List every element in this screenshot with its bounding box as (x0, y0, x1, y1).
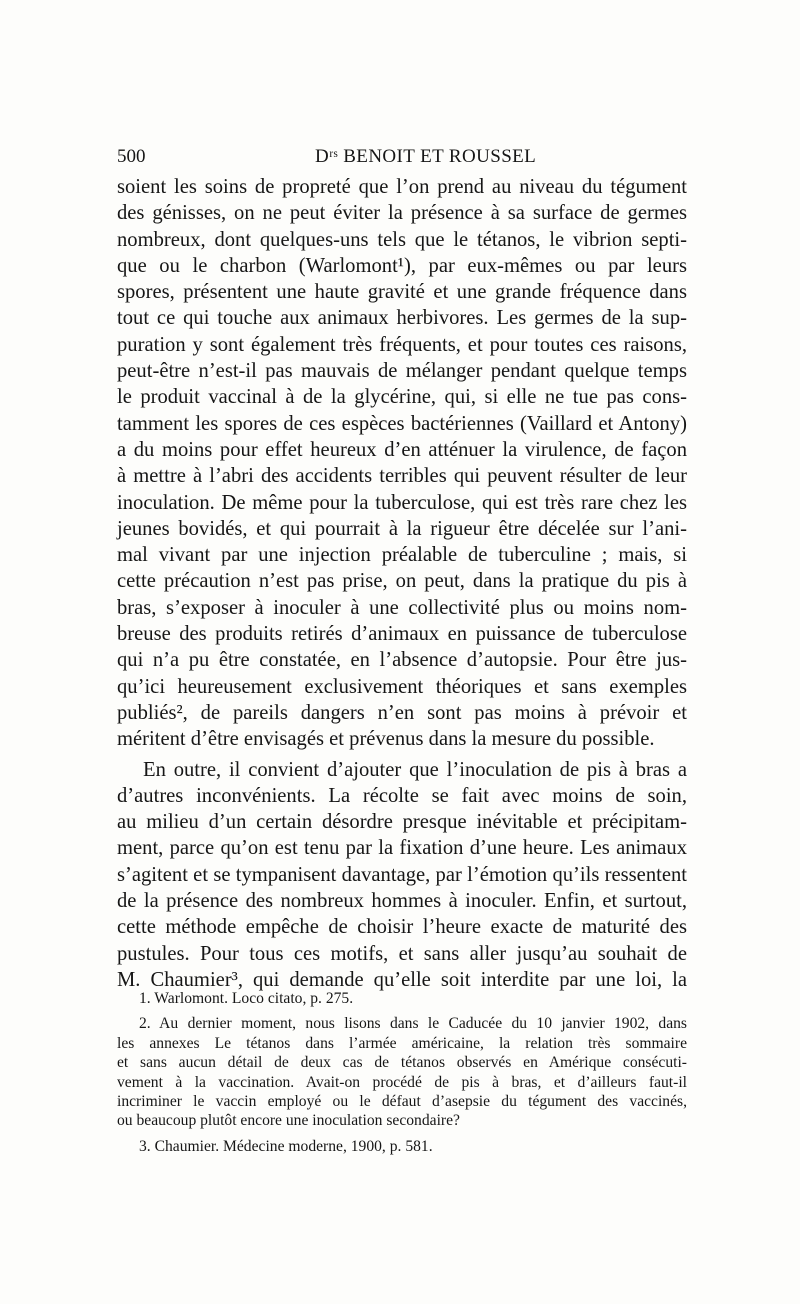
footnote-2 (117, 1014, 687, 1130)
text-line: En outre, il convient d’ajouter que l’inoculation de pis à bras a (143, 758, 687, 781)
footnote-1: 1. Warlomont. Loco citato, p. 275. (139, 990, 354, 1007)
text-line: cette méthode empêche de choisir l’heure exacte de maturité des (117, 916, 687, 939)
paragraph-2 (117, 757, 687, 994)
text-line: de la présence des nombreux hommes à inoculer. Enfin, et surtout, (117, 890, 687, 913)
text-line: d’autres inconvénients. La récolte se fait avec moins de soin, (117, 784, 687, 807)
footnote-line: incriminer le vaccin employé ou le défaut d’asepsie du tégument des vaccinés, (117, 1092, 687, 1110)
text-line: des génisses, on ne peut éviter la présence à sa surface de germes (117, 202, 687, 225)
text-line: s’agitent et se tympanisent davantage, par l’émotion qu’ils ressentent (117, 863, 687, 886)
footnote-line: et sans aucun détail de deux cas de tétanos observés en Amérique consécuti- (117, 1054, 687, 1072)
text-line: à mettre à l’abri des accidents terribles qui peuvent résulter de leur (117, 465, 687, 488)
text-line: jeunes bovidés, et qui pourrait à la rigueur être décelée sur l’ani- (117, 517, 687, 540)
text-line: mal vivant par une injection préalable de tuberculine ; mais, si (117, 544, 687, 567)
footnote-line: ou beaucoup plutôt encore une inoculation secondaire? (117, 1112, 460, 1130)
text-line: cette précaution n’est pas prise, on peut, dans la pratique du pis à (117, 570, 687, 593)
text-line: qu’ici heureusement exclusivement théoriques et sans exemples (117, 675, 687, 698)
text-line: tout ce qui touche aux animaux herbivores. Les germes de la sup- (117, 307, 687, 330)
text-line: au milieu d’un certain désordre presque inévitable et précipitam- (117, 811, 687, 834)
text-line: le produit vaccinal à de la glycérine, qui, si elle ne tue pas cons- (117, 386, 687, 409)
body-text (117, 174, 687, 993)
text-line: qui n’a pu être constatée, en l’absence d’autopsie. Pour être jus- (117, 649, 687, 672)
text-line: méritent d’être envisagés et prévenus dans la mesure du possible. (117, 728, 655, 751)
text-line: breuse des produits retirés d’animaux en puissance de tuberculose (117, 623, 687, 646)
footnote-3: 3. Chaumier. Médecine moderne, 1900, p. 581. (139, 1137, 433, 1155)
text-line: que ou le charbon (Warlomont¹), par eux-mêmes ou par leurs (117, 254, 687, 277)
text-line: nombreux, dont quelques-uns tels que le tétanos, le vibrion septi- (117, 228, 687, 251)
paragraph-1 (117, 174, 687, 753)
text-line: soient les soins de propreté que l’on prend au niveau du tégument (117, 176, 687, 198)
footnote-line: les annexes Le tétanos dans l’armée américaine, la relation très sommaire (117, 1034, 687, 1052)
text-line: tamment les spores de ces espèces bactériennes (Vaillard et Antony) (117, 412, 687, 435)
text-line: pustules. Pour tous ces motifs, et sans aller jusqu’au souhait de (117, 942, 687, 965)
footnote-line: vement à la vaccination. Avait-on procédé de pis à bras, et d’ailleurs faut-il (117, 1073, 687, 1091)
text-line: ment, parce qu’on est tenu par la fixation d’une heure. Les animaux (117, 837, 687, 860)
text-line: bras, s’exposer à inoculer à une collectivité plus ou moins nom- (117, 596, 687, 619)
text-line: a du moins pour effet heureux d’en atténuer la virulence, de façon (117, 438, 687, 461)
text-line: spores, présentent une haute gravité et une grande fréquence dans (117, 281, 687, 304)
footnote-line: 2. Au dernier moment, nous lisons dans le Caducée du 10 janvier 1902, dans (139, 1015, 687, 1033)
text-line: puration y sont également très fréquents, et pour toutes ces raisons, (117, 333, 687, 356)
page-header (117, 146, 687, 170)
text-line: peut-être n’est-il pas mauvais de mélanger pendant quelque temps (117, 360, 687, 383)
footnotes (117, 989, 687, 1156)
text-line: M. Chaumier³, qui demande qu’elle soit interdite par une loi, la (117, 968, 687, 991)
page-number: 500 (117, 146, 146, 167)
text-line: inoculation. De même pour la tuberculose, qui est très rare chez les (117, 491, 687, 514)
text-line: publiés², de pareils dangers n’en sont pas moins à prévoir et (117, 701, 687, 724)
running-head: Dʳˢ BENOIT ET ROUSSEL (315, 146, 537, 167)
